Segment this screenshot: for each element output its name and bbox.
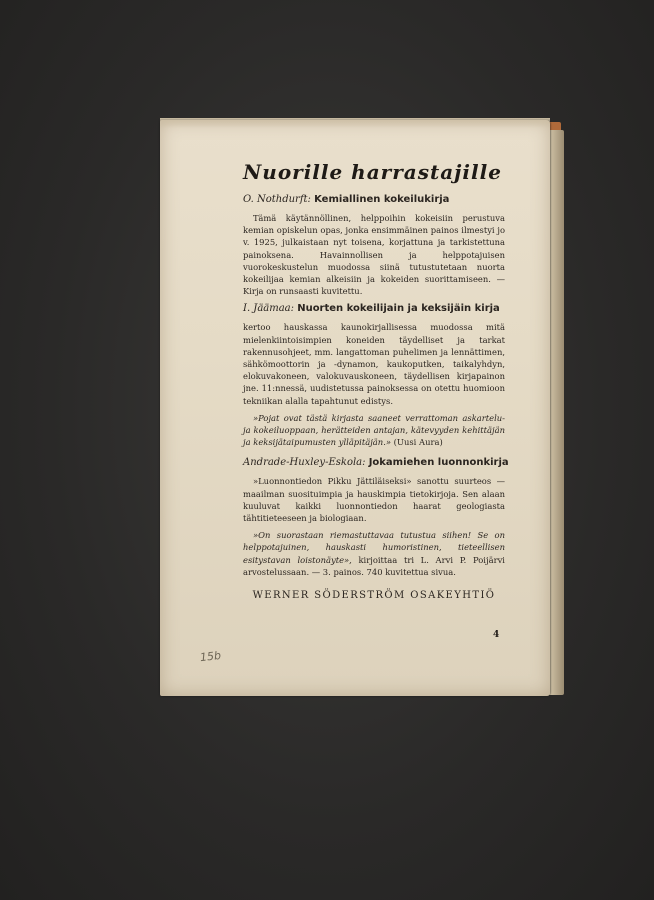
book-author: O. Nothdurft:: [243, 194, 311, 205]
book-heading: [243, 303, 505, 314]
book-description: Tämä käytännöllinen, helppoihin kokeisiin perustuva kemian opiskelun opas, jonka ensimmäinen painos ilmestyi jo v. 1925, julkaistaan nyt toisena, korjattuna ja tarkistettuna painoksena. Havainnollisen ja helppotajuisen vuorokeskustelun muodossa siinä tutustutetaan nuorta kokeilijaa kemian alkeisiin ja kokeiden suorittamiseen. — Kirja on runsaasti kuvitettu.: [243, 213, 505, 297]
review-quote-source: (Uusi Aura): [393, 437, 443, 448]
book-title: Jokamiehen luonnonkirja: [368, 457, 509, 469]
book-author: Andrade-Huxley-Eskola:: [243, 457, 366, 469]
book-heading: [243, 457, 509, 469]
book-entry-kokeilijain: [243, 303, 505, 448]
cover-text-block: [243, 160, 509, 602]
page-number: 4: [493, 630, 500, 640]
review-quote-text: »On suorastaan riemastuttavaa tutustua siihen! Se on helppotajuinen, hauskasti humoristinen, tieteellisen esitystavan loistonäyte»,: [243, 530, 505, 565]
book-title: Kemiallinen kokeilukirja: [314, 194, 450, 205]
publisher-name: WERNER SÖDERSTRÖM OSAKEYHTIÖ: [252, 590, 496, 602]
pencil-price-note: 15b: [199, 648, 222, 665]
book-review-quote: [243, 529, 505, 578]
book-heading: [243, 194, 505, 205]
book-author: I. Jäämaa:: [243, 303, 295, 315]
review-quote-text: »Pojat ovat tästä kirjasta saaneet verrattoman askartelu- ja kokeiluoppaan, herätteiden antajan, kätevyyden kehittäjän ja keksijätaipumusten ylläpitäjän.»: [243, 412, 505, 448]
book-description: »Luonnontiedon Pikku Jättiläiseksi» sanottu suurteos — maailman suosituimpia ja hauskimpia tietokirjoja. Sen alaan kuuluvat kaikki luonnontiedon haarat geologiasta tähtitieteeseen ja biologiaan.: [243, 476, 505, 524]
book-description: kertoo hauskassa kaunokirjallisessa muodossa mitä mielenkiintoisimpien koneiden täydelliset ja tarkat rakennusohjeet, mm. langattoman puhelimen ja lennättimen, sähkömoottorin ja -dynamon, kaukoputken, taikalyhdyn, elokuvakoneen, valokuvauskoneen, täydellisen kirjapainon jne. 11:nnessä, uudistetussa painoksessa on otettu huomioon tekniikan alalla tapahtunut edistys.: [243, 322, 505, 406]
book-entry-kemiallinen: [243, 194, 505, 297]
book-title: Nuorten kokeilijain ja keksijäin kirja: [297, 303, 500, 315]
book-entry-luonnonkirja: [243, 457, 509, 578]
review-quote-source: kirjoittaa tri L. Arvi P. Poijärvi arvostelussaan. — 3. painos. 740 kuvitettua sivua.: [243, 554, 505, 577]
cover-top-edge: [160, 118, 550, 128]
book-review-quote: [243, 412, 505, 449]
cover-title: Nuorille harrastajille: [243, 160, 502, 184]
